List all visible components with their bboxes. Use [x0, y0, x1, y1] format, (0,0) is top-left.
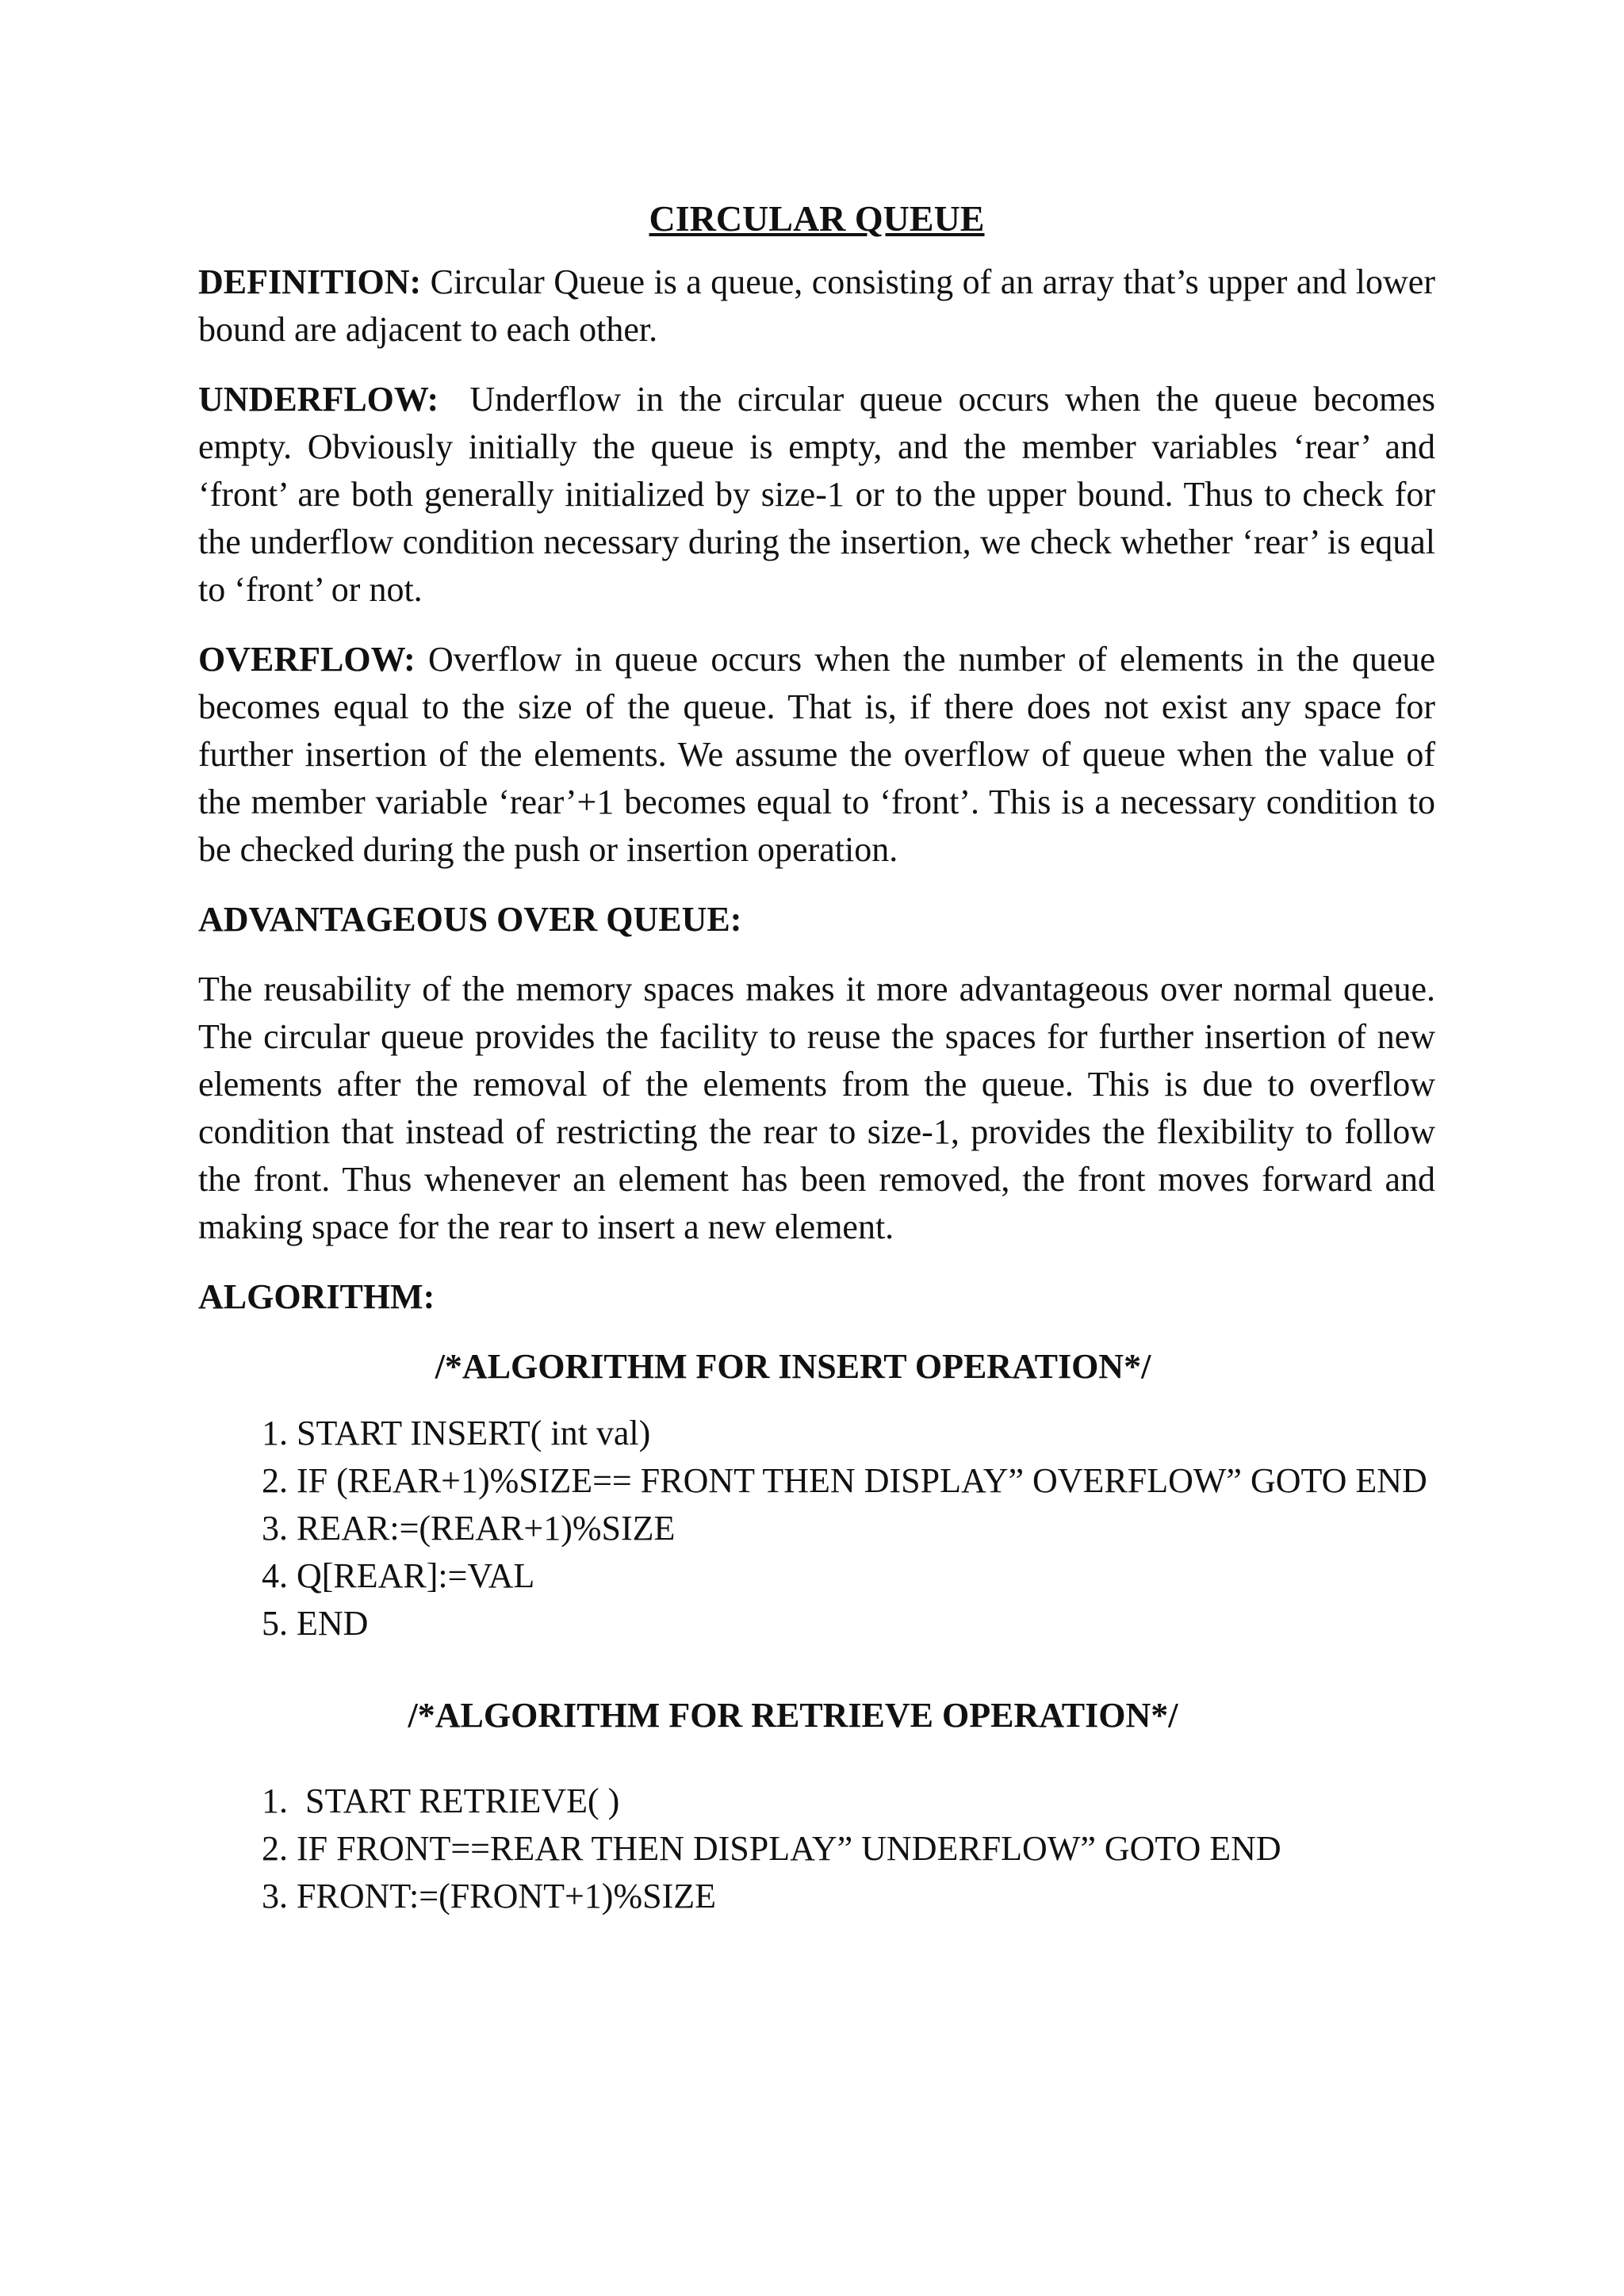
definition-text: Circular Queue is a queue, consisting of an array that’s upper and lower bound are adjacent to each other.	[198, 262, 1435, 349]
algorithm-heading: ALGORITHM:	[198, 1277, 435, 1316]
underflow-text: Underflow in the circular queue occurs when the queue becomes empty. Obviously initially the queue is empty, and the member variables ‘rear’ and ‘front’ are both generally initialized by size-1 or to the upper bound. Thus to check for the underflow condition necessary during the insertion, we check whether ‘rear’ is equal to ‘front’ or not.	[198, 380, 1444, 609]
insert-algorithm-title: /*ALGORITHM FOR INSERT OPERATION*/	[435, 1347, 1151, 1386]
advantage-heading: ADVANTAGEOUS OVER QUEUE:	[198, 900, 742, 939]
retrieve-steps-list	[198, 1777, 1435, 1920]
list-item: 4. Q[REAR]:=VAL	[297, 1552, 1435, 1600]
list-item: 2. IF FRONT==REAR THEN DISPLAY” UNDERFLOW” GOTO END	[297, 1825, 1435, 1873]
underflow-label: UNDERFLOW:	[198, 380, 439, 419]
definition-label: DEFINITION:	[198, 262, 422, 301]
retrieve-algorithm-title: /*ALGORITHM FOR RETRIEVE OPERATION*/	[408, 1696, 1178, 1735]
overflow-paragraph	[198, 636, 1435, 874]
list-item: 2. IF (REAR+1)%SIZE== FRONT THEN DISPLAY” OVERFLOW” GOTO END	[297, 1457, 1435, 1505]
list-item: 1. START RETRIEVE( )	[297, 1777, 1435, 1825]
underflow-paragraph	[198, 376, 1444, 614]
list-item: 5. END	[297, 1600, 1435, 1647]
definition-paragraph	[198, 258, 1435, 354]
overflow-label: OVERFLOW:	[198, 640, 416, 679]
advantage-paragraph: The reusability of the memory spaces makes it more advantageous over normal queue. The circular queue provides the facility to reuse the spaces for further insertion of new elements after the removal of the elements from the queue. This is due to overflow condition that instead of restricting the rear to size-1, provides the flexibility to follow the front. Thus whenever an element has been removed, the front moves forward and making space for the rear to insert a new element.	[198, 970, 1435, 1246]
list-item: 3. FRONT:=(FRONT+1)%SIZE	[297, 1873, 1435, 1920]
overflow-text: Overflow in queue occurs when the number of elements in the queue becomes equal to the size of the queue. That is, if there does not exist any space for further insertion of the elements. We assume the overflow of queue when the value of the member variable ‘rear’+1 becomes equal to ‘front’. This is a necessary condition to be checked during the push or insertion operation.	[198, 640, 1435, 869]
list-item: 3. REAR:=(REAR+1)%SIZE	[297, 1505, 1435, 1552]
insert-steps-list	[198, 1410, 1435, 1647]
page-title: CIRCULAR QUEUE	[649, 198, 985, 239]
list-item: 1. START INSERT( int val)	[297, 1410, 1435, 1457]
